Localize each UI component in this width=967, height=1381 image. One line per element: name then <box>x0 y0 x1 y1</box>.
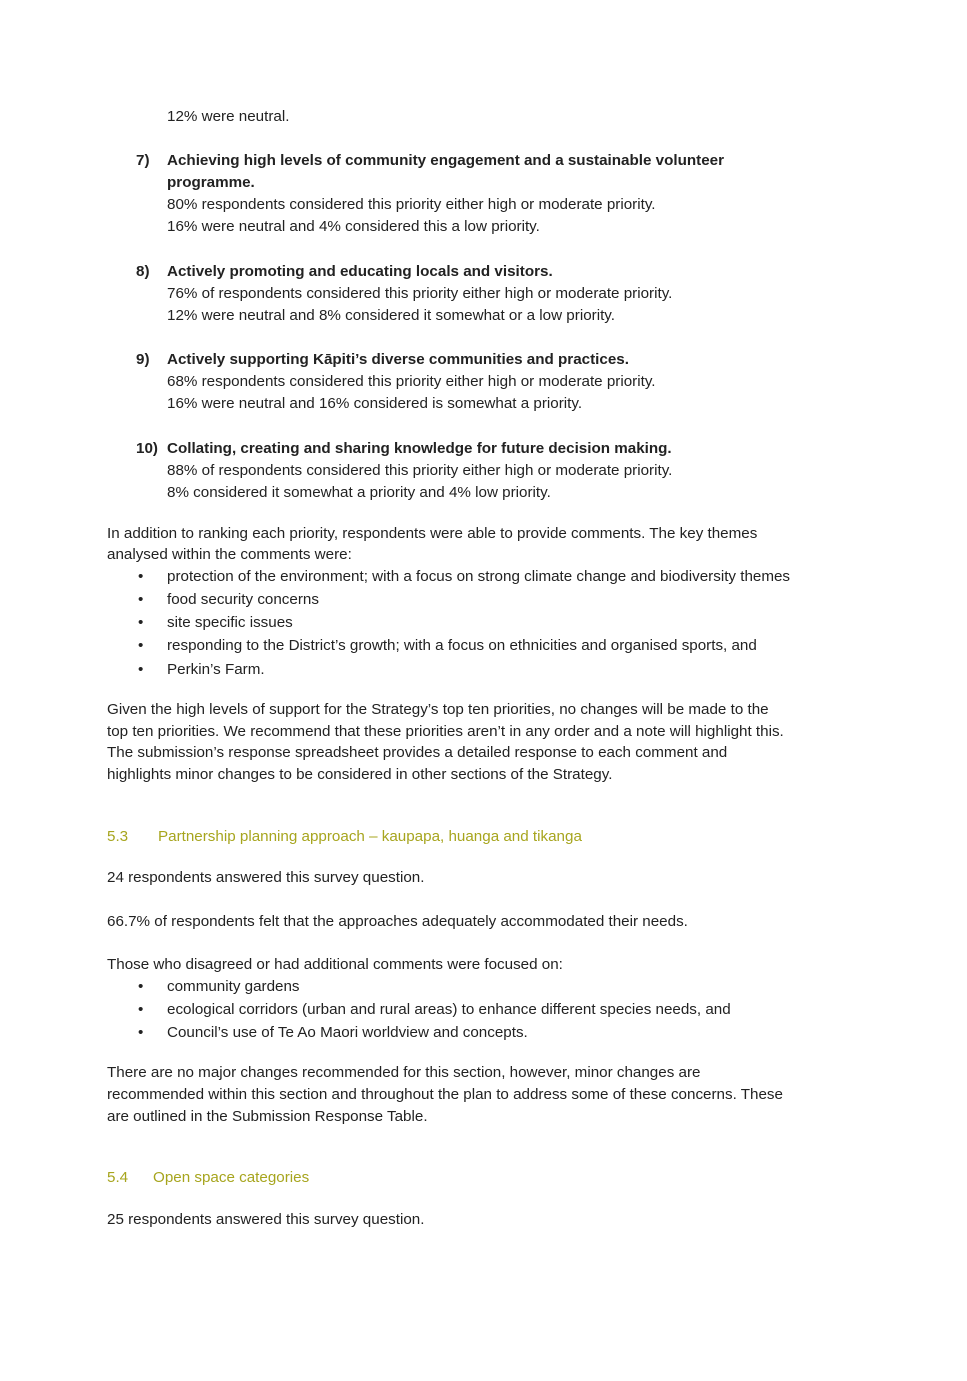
comments-intro-line1: In addition to ranking each priority, respondents were able to provide comments. The key themes <box>107 525 758 542</box>
priority-10-line1: 88% of respondents considered this priority either high or moderate priority. <box>167 462 673 479</box>
priority-9-line1: 68% respondents considered this priority either high or moderate priority. <box>167 373 656 390</box>
priority-9-line2: 16% were neutral and 16% considered is somewhat a priority. <box>167 395 583 412</box>
priority-8-line1: 76% of respondents considered this priority either high or moderate priority. <box>167 285 673 302</box>
priority-7-number: 7) <box>136 152 150 169</box>
section-5-3-bullet-item: Council’s use of Te Ao Maori worldview and concepts. <box>167 1024 528 1041</box>
bullet-icon: • <box>138 591 144 608</box>
section-5-4-title: Open space categories <box>153 1169 310 1186</box>
section-5-3-closing-line: recommended within this section and throughout the plan to address some of these concerns. These <box>107 1086 783 1103</box>
theme-item: Perkin’s Farm. <box>167 661 265 678</box>
priority-9-number: 9) <box>136 351 150 368</box>
intro-line: 12% were neutral. <box>167 108 290 125</box>
section-5-3-disagreed-intro: Those who disagreed or had additional comments were focused on: <box>107 956 563 973</box>
priority-7-line1: 80% respondents considered this priority either high or moderate priority. <box>167 196 656 213</box>
priority-7-title-line1: Achieving high levels of community engagement and a sustainable volunteer <box>167 152 724 169</box>
priority-8-line2: 12% were neutral and 8% considered it somewhat or a low priority. <box>167 307 615 324</box>
priority-7-line2: 16% were neutral and 4% considered this a low priority. <box>167 218 540 235</box>
section-5-3-respondents: 24 respondents answered this survey question. <box>107 869 425 886</box>
priority-10-number: 10) <box>136 440 158 457</box>
support-paragraph-line: highlights minor changes to be considered in other sections of the Strategy. <box>107 766 613 783</box>
support-paragraph-line: The submission’s response spreadsheet provides a detailed response to each comment and <box>107 744 728 761</box>
priority-7-title-line2: programme. <box>167 174 255 191</box>
section-5-3-closing-line: There are no major changes recommended for this section, however, minor changes are <box>107 1064 701 1081</box>
priority-8-title: Actively promoting and educating locals and visitors. <box>167 263 553 280</box>
section-5-3-bullet-item: ecological corridors (urban and rural areas) to enhance different species needs, and <box>167 1001 731 1018</box>
bullet-icon: • <box>138 614 144 631</box>
priority-10-title: Collating, creating and sharing knowledge for future decision making. <box>167 440 672 457</box>
section-5-4-number: 5.4 <box>107 1169 129 1186</box>
section-5-3-closing-line: are outlined in the Submission Response Table. <box>107 1108 428 1125</box>
priority-8-number: 8) <box>136 263 150 280</box>
comments-intro-line2: analysed within the comments were: <box>107 546 352 563</box>
bullet-icon: • <box>138 637 144 654</box>
priority-10-line2: 8% considered it somewhat a priority and 4% low priority. <box>167 484 551 501</box>
bullet-icon: • <box>138 978 144 995</box>
bullet-icon: • <box>138 1024 144 1041</box>
section-5-3-title: Partnership planning approach – kaupapa, huanga and tikanga <box>158 828 582 845</box>
bullet-icon: • <box>138 568 144 585</box>
theme-item: food security concerns <box>167 591 319 608</box>
section-5-4-respondents: 25 respondents answered this survey question. <box>107 1211 425 1228</box>
theme-item: responding to the District’s growth; with a focus on ethnicities and organised sports, and <box>167 637 757 654</box>
section-5-3-result: 66.7% of respondents felt that the approaches adequately accommodated their needs. <box>107 913 688 930</box>
support-paragraph-line: Given the high levels of support for the Strategy’s top ten priorities, no changes will be made to the <box>107 701 769 718</box>
bullet-icon: • <box>138 1001 144 1018</box>
theme-item: site specific issues <box>167 614 293 631</box>
theme-item: protection of the environment; with a focus on strong climate change and biodiversity themes <box>167 568 791 585</box>
bullet-icon: • <box>138 661 144 678</box>
section-5-3-bullet-item: community gardens <box>167 978 300 995</box>
section-5-3-number: 5.3 <box>107 828 129 845</box>
support-paragraph-line: top ten priorities. We recommend that these priorities aren’t in any order and a note will highlight this. <box>107 723 784 740</box>
priority-9-title: Actively supporting Kāpiti’s diverse communities and practices. <box>167 351 629 368</box>
